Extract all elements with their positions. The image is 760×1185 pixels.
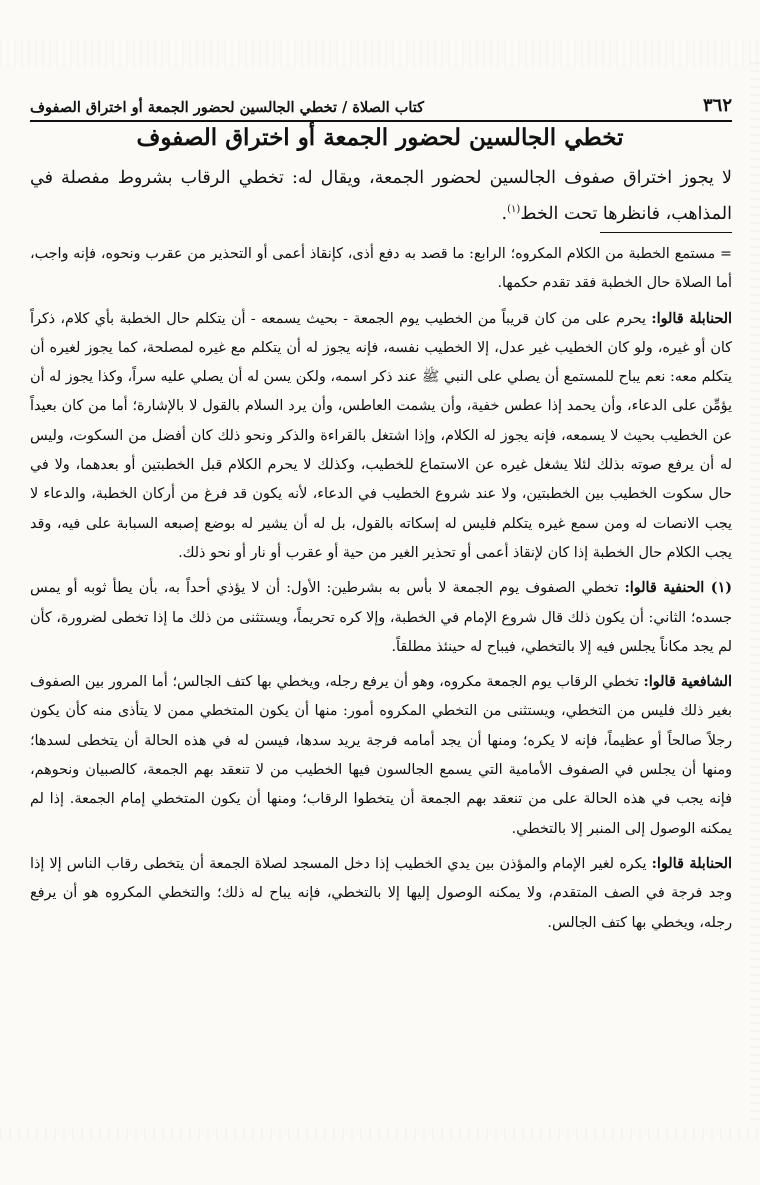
section-title: تخطي الجالسين لحضور الجمعة أو اختراق الصفوف [136,124,624,151]
page-number: ٣٦٢ [702,95,732,116]
footnote-paragraph [30,305,732,569]
footnote-paragraph [30,240,732,299]
school-label: الحنابلة قالوا: [651,855,733,872]
footnote-ref: (١) [507,204,521,215]
footnote-paragraph [30,668,732,844]
footnote-divider [600,232,732,233]
footnote-text: تخطي الرقاب يوم الجمعة مكروه، وهو أن يرفع رجله، ويخطي بها كتف الجالس؛ أما المرور بين الصفوف بغير ذلك فليس من التخطي، ويستثنى من التخطي المكروه أمور: منها أن يكون المتخطي ممن لا يتأذى منه كأن يكون رجلاً صالحاً أو عظيماً، فإنه لا يكره؛ ومنها أن يجد أمامه فرجة يريد سدها، فيسن له في هذه الحالة أن يتخطى لسدها؛ ومنها أن يجلس في الصفوف الأمامية التي يسمع الجالسون فيها الخطيب من لا تنعقد بهم الجمعة، كالصبيان ونحوهم، فإنه يجب في هذه الحالة على من تنعقد بهم الجمعة أن يتخطوا الرقاب؛ ومنها أن يكون المتخطي إمام الجمعة. إذا لم يمكنه الوصول إلى المنبر إلا بالتخطي. [30,674,732,837]
intro-end: . [501,203,508,224]
running-title: كتاب الصلاة / تخطي الجالسين لحضور الجمعة أو اختراق الصفوف [30,99,425,116]
school-label: الشافعية قالوا: [643,674,732,691]
scan-noise [0,1128,760,1140]
scan-noise [0,40,760,68]
footnote-text: = مستمع الخطبة من الكلام المكروه؛ الرابع: ما قصد به دفع أذى، كإنقاذ أعمى أو التحذير من عقرب ونحوه، فإنه واجب، أما الصلاة حال الخطبة فقد تقدم حكمها. [30,246,732,292]
scan-noise [750,60,760,1120]
intro-paragraph [30,162,732,230]
footnote-text: تخطي الصفوف يوم الجمعة لا بأس به بشرطين: الأول: أن لا يؤذي أحداً به، بأن يطأ ثوبه أو يمس جسده؛ الثاني: أن يكون ذلك قال شروع الإمام في الخطبة، وإلا كره تحريماً، ويستثنى من ذلك ما إذا تخطى لضرورة، كأن لم يجد مكاناً يجلس فيه إلا بالتخطي، فيباح له حينئذ مطلقاً. [30,580,732,655]
footnote-text: يحرم على من كان قريباً من الخطيب يوم الجمعة - بحيث يسمعه - أن يتكلم حال الخطبة بأي كلام، ذكراً كان أو غيره، ولو كان الخطيب غير عدل، إلا الخطيب نفسه، فإنه يجوز له أن يتكلم مع غيره لمصلحة، كما يجوز لغيره أن يتكلم معه: نعم يباح للمستمع أن يصلي على النبي ﷺ عند ذكر اسمه، ولكن يسن له أن يصلي عليه سراً، وكذا يجوز له أن يؤمِّن على الدعاء، وأن يحمد إذا عطس خفية، وأن يشمت العاطس، وأن يرد السلام بالقول لا بالإشارة؛ أما من كان بعيداً عن الخطيب بحيث لا يسمعه، فإنه يجوز له الكلام، وإذا اشتغل بالقراءة والذكر ونحو ذلك كان أفضل من السكوت، وليس له أن يرفع صوته بذلك لئلا يشغل غيره عن الاستماع للخطيب، وكذلك لا يحرم الكلام قبل الخطبتين أو بعدهما، ولا في حال سكوت الخطيب بين الخطبتين، ولا عند شروع الخطيب في الدعاء، لأنه يكون قد فرغ من أركان الخطبة، والدعاء لا يجب الانصات له ومن سمع غيره يتكلم فليس له إسكاته بالقول، بل له أن يشير له بوضع إصبعه السبابة على فيه، وقد يجب الكلام حال الخطبة إذا كان لإنقاذ أعمى أو تحذير الغير من حية أو عقرب أو نار أو نحو ذلك. [30,310,732,561]
footnote-paragraph [30,850,732,938]
running-header [30,86,732,122]
school-label: الحنابلة قالوا: [651,310,733,327]
footnote-paragraph [30,574,732,662]
footnote-text: يكره لغير الإمام والمؤذن بين يدي الخطيب إذا دخل المسجد لصلاة الجمعة أن يتخطى رقاب الناس إلا إذا وجد فرجة في الصف المتقدم، ولا يمكنه الوصول إليها إلا بالتخطي، فإنه يباح له ذلك؛ والتخطي المكروه هو أن يرفع رجله، ويخطي بها كتف الجالس. [30,855,732,931]
school-label: (١) الحنفية قالوا: [624,580,733,597]
footnotes [30,240,732,938]
intro-text: لا يجوز اختراق صفوف الجالسين لحضور الجمعة، ويقال له: تخطي الرقاب بشروط مفصلة في المذاهب، فانظرها تحت الخط [30,168,732,224]
